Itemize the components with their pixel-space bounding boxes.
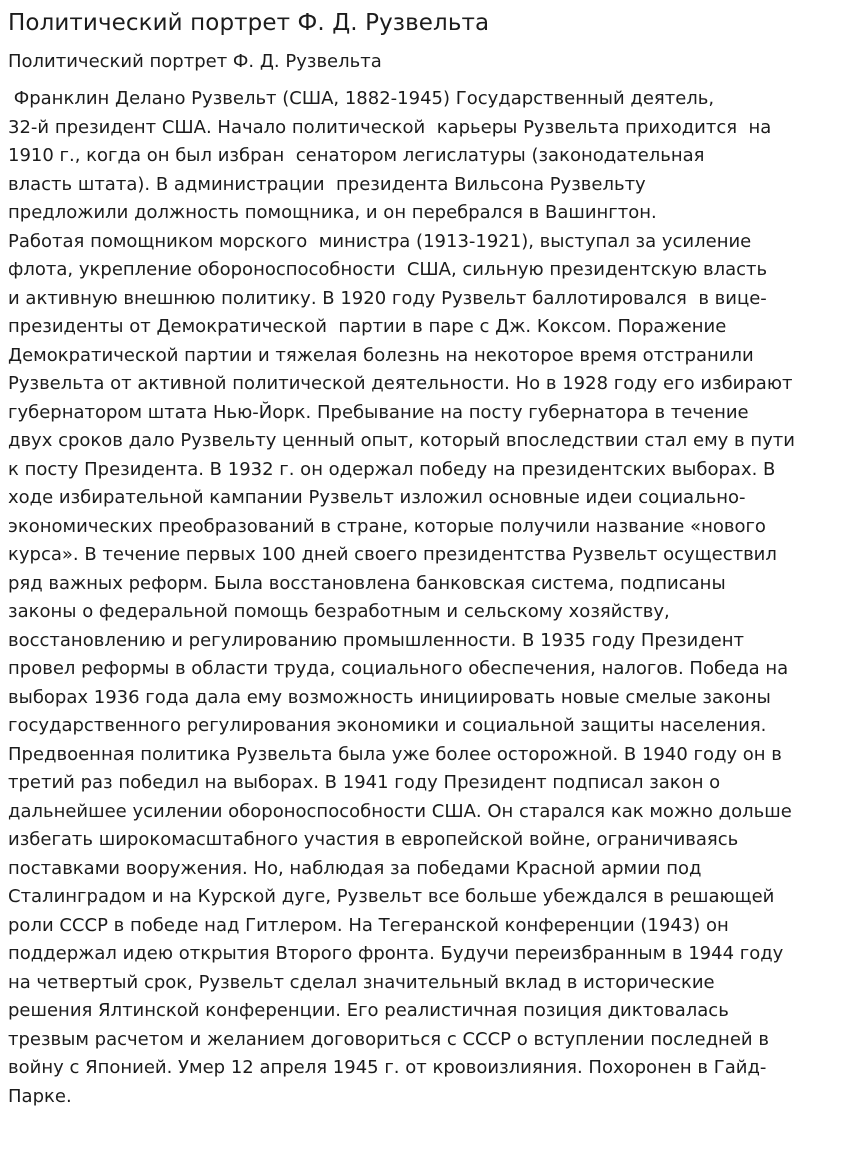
text-line: Работая помощником морского министра (1913-1921), выступал за усиление (8, 230, 752, 252)
text-line: восстановлению и регулированию промышленности. В 1935 году Президент (8, 629, 744, 651)
text-line: ряд важных реформ. Была восстановлена банковская система, подписаны (8, 572, 726, 594)
text-line: Франклин Делано Рузвельт (США, 1882-1945) Государственный деятель, (8, 88, 715, 109)
text-line: Сталинградом и на Курской дуге, Рузвельт все больше убеждался в решающей (8, 886, 775, 907)
text-line: поставками вооружения. Но, наблюдая за победами Красной армии под (8, 857, 702, 879)
text-line: Рузвельта от активной политической деятельности. Но в 1928 году его избирают (8, 373, 793, 394)
page-subtitle: Политический портрет Ф. Д. Рузвельта (8, 51, 382, 72)
text-line: президенты от Демократической партии в паре с Дж. Коксом. Поражение (8, 316, 727, 337)
text-line: и активную внешнюю политику. В 1920 году Рузвельт баллотировался в вице- (8, 287, 767, 309)
text-line: к посту Президента. В 1932 г. он одержал победу на президентских выборах. В (8, 458, 776, 480)
text-line: 1910 г., когда он был избран сенатором легислатуры (законодательная (8, 145, 705, 166)
text-line: поддержал идею открытия Второго фронта. Будучи переизбранным в 1944 году (8, 943, 784, 964)
text-line: ходе избирательной кампании Рузвельт изложил основные идеи социально- (8, 487, 746, 508)
text-line: выборах 1936 года дала ему возможность инициировать новые смелые законы (8, 686, 771, 708)
text-line: провел реформы в области труда, социального обеспечения, налогов. Победа на (8, 658, 789, 679)
text-line: решения Ялтинской конференции. Его реалистичная позиция диктовалась (8, 1000, 729, 1021)
text-line: 32-й президент США. Начало политической карьеры Рузвельта приходится на (8, 116, 772, 138)
article-body (8, 85, 839, 1111)
text-line: Парке. (8, 1085, 72, 1107)
text-line: роли СССР в победе над Гитлером. На Тегеранской конференции (1943) он (8, 914, 729, 936)
text-line: дальнейшее усилении обороноспособности США. Он старался как можно дольше (8, 800, 792, 822)
text-line: законы о федеральной помощь безработным и сельскому хозяйству, (8, 601, 670, 622)
text-line: губернатором штата Нью-Йорк. Пребывание на посту губернатора в течение (8, 401, 749, 423)
text-line: Предвоенная политика Рузвельта была уже более осторожной. В 1940 году он в (8, 743, 782, 765)
text-line: двух сроков дало Рузвельту ценный опыт, который впоследствии стал ему в пути (8, 430, 795, 451)
text-line: трезвым расчетом и желанием договориться с СССР о вступлении последней в (8, 1028, 769, 1050)
text-line: на четвертый срок, Рузвельт сделал значительный вклад в исторические (8, 971, 715, 993)
text-line: государственного регулирования экономики и социальной защиты населения. (8, 715, 767, 736)
text-line: Демократической партии и тяжелая болезнь на некоторое время отстранили (8, 344, 754, 366)
text-line: власть штата). В администрации президента Вильсона Рузвельту (8, 173, 646, 195)
page-title: Политический портрет Ф. Д. Рузвельта (8, 10, 490, 36)
text-line: избегать широкомасштабного участия в европейской войне, ограничиваясь (8, 829, 739, 850)
text-line: войну с Японией. Умер 12 апреля 1945 г. от кровоизлияния. Похоронен в Гайд- (8, 1057, 767, 1078)
text-line: флота, укрепление обороноспособности США, сильную президентскую власть (8, 259, 768, 280)
text-line: курса». В течение первых 100 дней своего президентства Рузвельт осуществил (8, 544, 777, 565)
text-line: предложили должность помощника, и он перебрался в Вашингтон. (8, 202, 657, 223)
text-line: третий раз победил на выборах. В 1941 году Президент подписал закон о (8, 772, 721, 793)
text-line: экономических преобразований в стране, которые получили название «нового (8, 515, 766, 537)
